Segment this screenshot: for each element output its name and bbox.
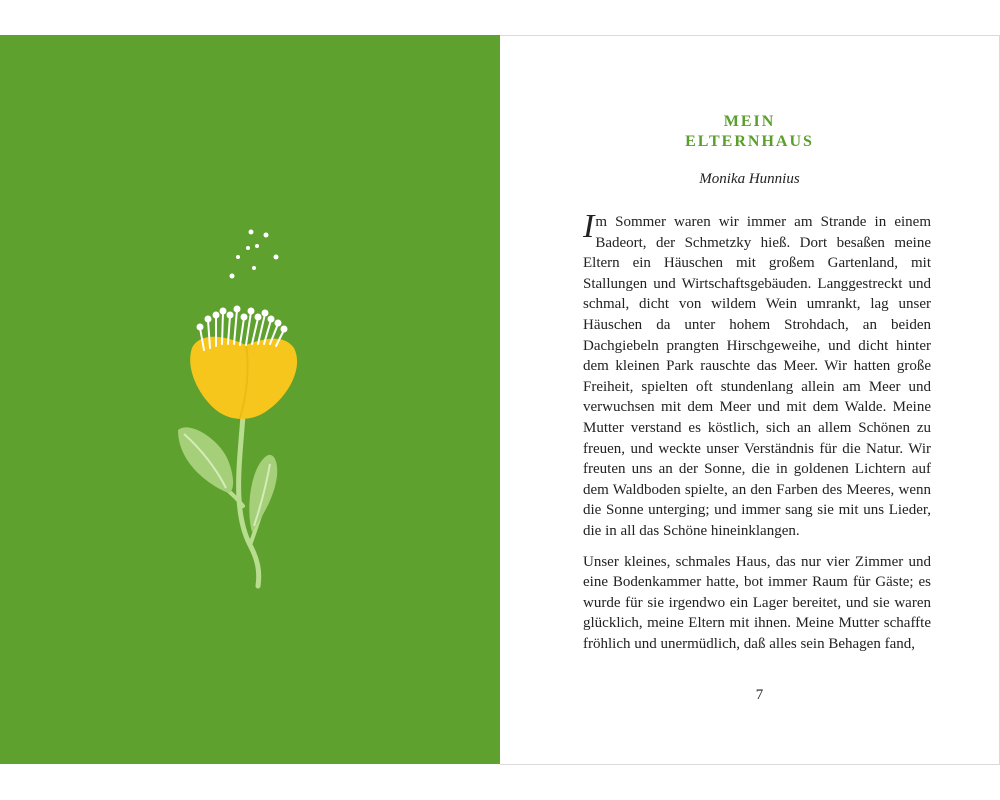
drop-cap: I [583, 208, 595, 245]
chapter-title-line-2: ELTERNHAUS [685, 133, 814, 150]
paragraph-2: Unser kleines, schmales Haus, das nur vier Zimmer und eine Bodenkammer hatte, bot immer Raum für Gäste; es wurde für sie irgendwo ein Lager bereitet, und sie waren glücklich, meine Eltern mit ihnen. Meine Mutter schaffte fröhlich und unermüdlich, daß alles sein Behagen fand, [583, 553, 931, 652]
left-page-illustration [0, 35, 500, 764]
page-number: 7 [755, 687, 764, 703]
chapter-title-line-1: MEIN [723, 113, 776, 130]
right-page-text [500, 35, 1000, 765]
paragraph-1-text: m Sommer waren wir immer am Strande in einem Badeort, der Schmetzky hieß. Dort besaßen meine Eltern ein Häuschen mit großem Gartenland, mit Stallungen und Wirtschaftsgebäuden. Langgestreckt und schmal, dicht von wildem Wein umrankt, lag unser Häuschen da unter hohem Strohdach, an beiden Dachgiebeln prangten Hirschgeweihe, und dicht hinter dem kleinen Park rauschte das Meer. Wir hatten große Freiheit, spielten oft stundenlang allein am Meer und verwuchsen mit dem Meer und mit dem Walde. Meine Mutter verstand es köstlich, sich an allem Schönen zu freuen, und weckte unser Verständnis für die Natur. Wir freuten uns an der Sonne, die in goldenen Lichtern auf dem Waldboden spielte, an den Farben des Meeres, wenn die Sonne unterging; und immer sang sie mit uns Lieder, die in all das Schöne hineinklangen. [583, 214, 931, 539]
author-name: Monika Hunnius [699, 171, 800, 187]
chapter-title [500, 112, 999, 152]
paragraph-1 [583, 208, 931, 542]
body-text [583, 208, 931, 654]
book-spread [0, 35, 1000, 764]
flower-icon [160, 220, 340, 600]
